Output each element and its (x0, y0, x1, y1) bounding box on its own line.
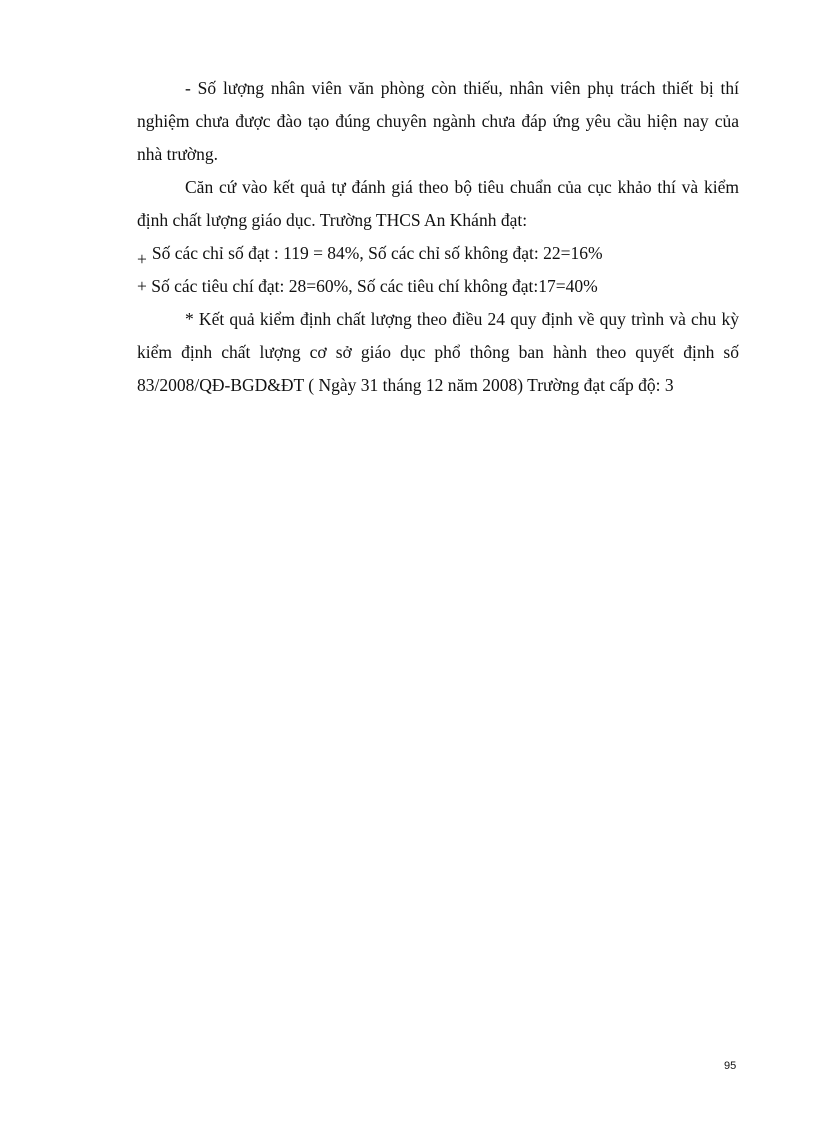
paragraph-self-assessment: Căn cứ vào kết quả tự đánh giá theo bộ tiêu chuẩn của cục khảo thí và kiểm định chất lượng giáo dục. Trường THCS An Khánh đạt: (137, 177, 739, 230)
indicator-result-text: Số các chỉ số đạt : 119 = 84%, Số các chỉ số không đạt: 22=16% (151, 243, 603, 263)
page-number: 95 (724, 1060, 737, 1072)
document-body (137, 72, 739, 402)
paragraph-staff-shortage: - Số lượng nhân viên văn phòng còn thiếu, nhân viên phụ trách thiết bị thí nghiệm chưa được đào tạo đúng chuyên ngành chưa đáp ứng yêu cầu hiện nay của nhà trường. (137, 78, 739, 164)
plus-sign: + (137, 249, 147, 269)
indicator-result-line (137, 237, 739, 270)
paragraph-accreditation-result: * Kết quả kiểm định chất lượng theo điều 24 quy định về quy trình và chu kỳ kiểm định chất lượng cơ sở giáo dục phổ thông ban hành theo quyết định số 83/2008/QĐ-BGD&ĐT ( Ngày 31 tháng 12 năm 2008) Trường đạt cấp độ: 3 (137, 309, 739, 395)
criteria-result-line: + Số các tiêu chí đạt: 28=60%, Số các tiêu chí không đạt:17=40% (137, 276, 598, 296)
